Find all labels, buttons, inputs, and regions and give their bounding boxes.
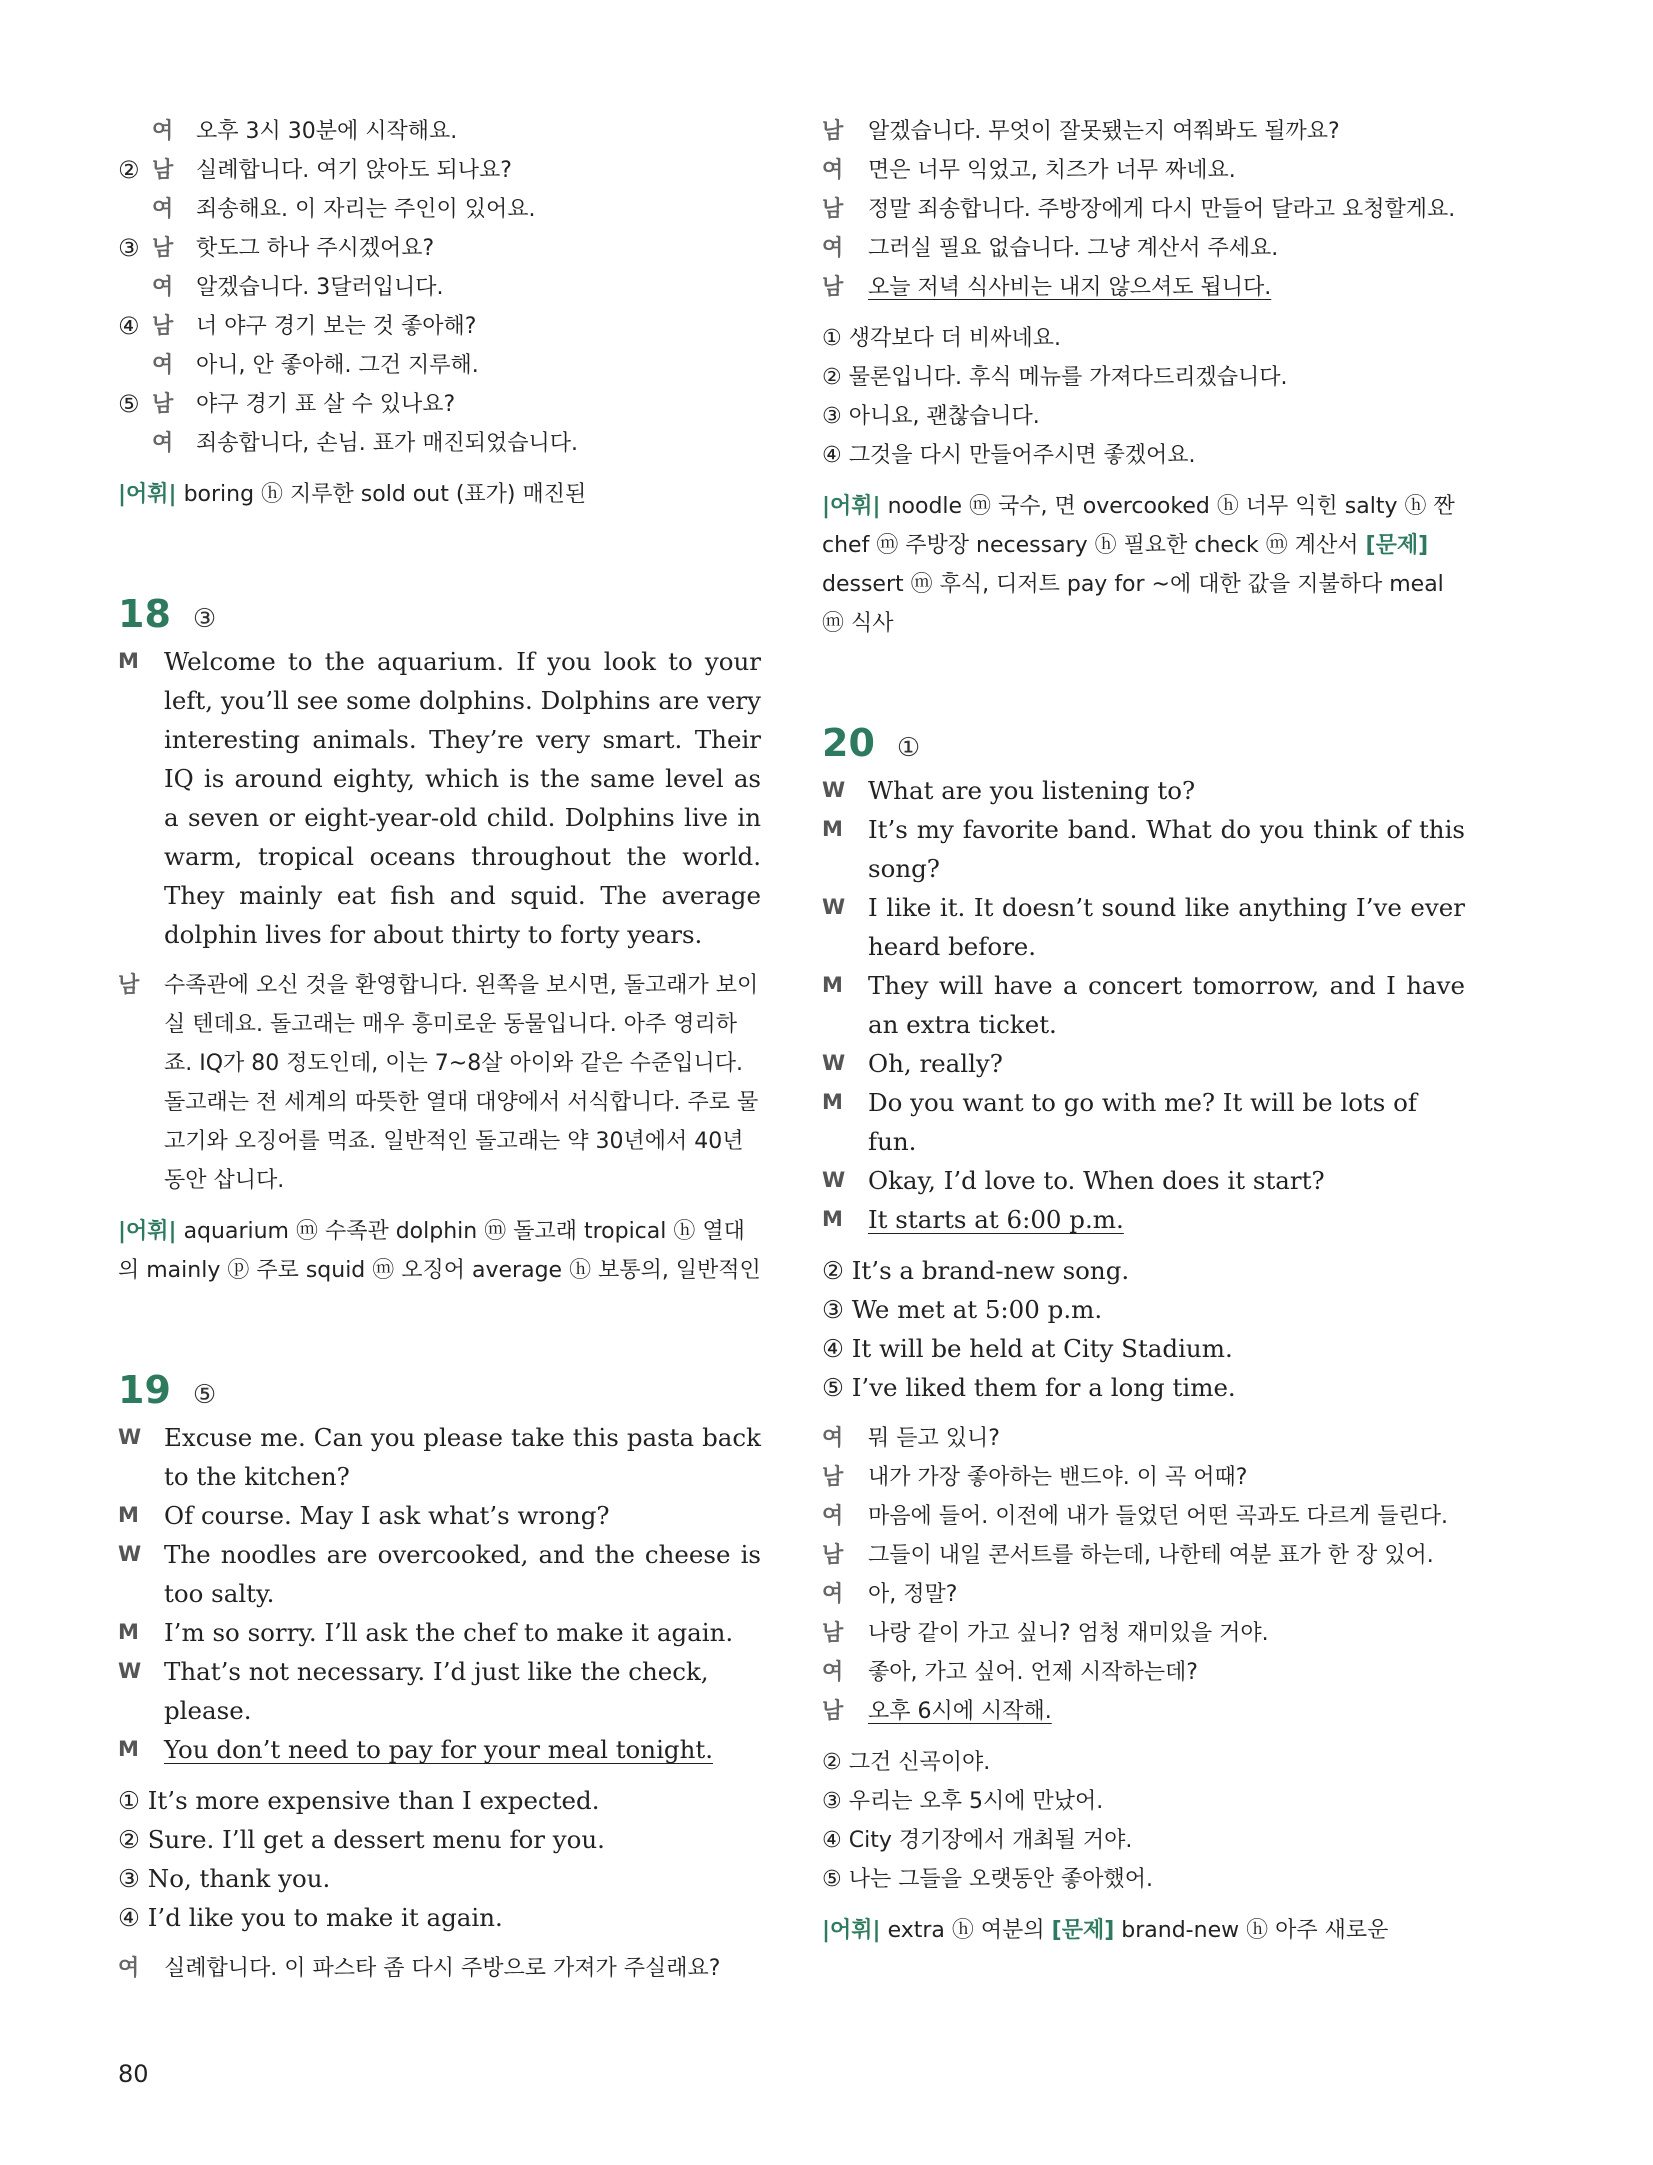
question-header xyxy=(118,1368,761,1412)
dialog-line: 남 그들이 내일 콘서트를 하는데, 나한테 여분 표가 한 장 있어. xyxy=(822,1543,1434,1568)
answer-mark: ⑤ xyxy=(192,1380,217,1410)
option-item: ② It’s a brand-new song. xyxy=(822,1256,1130,1285)
dialog-line: 여 아니, 안 좋아해. 그건 지루해. xyxy=(152,353,479,378)
dialog-line: 여 실례합니다. 이 파스타 좀 다시 주방으로 가져가 주실래요? xyxy=(118,1956,721,1981)
dialog-line: 여 뭐 듣고 있니? xyxy=(822,1426,1000,1451)
english-script: M Welcome to the aquarium. If you look to your left, you’ll see some dolphins. Dolphins are very interesting animals. They’re very smart. Their IQ is around eighty, which is the same level as a seven or eight-year-old child. Dolphins live in warm, tropical oceans throughout the world. They mainly eat fish and squid. The average dolphin lives for about thirty to forty years. xyxy=(118,647,761,949)
korean-translation xyxy=(822,1419,1465,1731)
question-number: 20 xyxy=(822,721,875,765)
option-item: ⑤ 나는 그들을 오랫동안 좋아했어. xyxy=(822,1867,1153,1892)
question-18 xyxy=(118,592,761,1290)
dialog-line: 여 마음에 들어. 이전에 내가 들었던 어떤 곡과도 다르게 들린다. xyxy=(822,1504,1448,1529)
vocab-box: |어휘| boring ⓗ 지루한 sold out (표가) 매진된 xyxy=(118,482,587,507)
question-20 xyxy=(822,721,1465,1950)
dialog-line: 남 나랑 같이 가고 싶니? 엄청 재미있을 거야. xyxy=(822,1621,1269,1646)
answer-options-korean xyxy=(822,319,1465,475)
page-number: 80 xyxy=(118,2060,149,2088)
option-item: ② 물론입니다. 후식 메뉴를 가져다드리겠습니다. xyxy=(822,365,1288,390)
answer-options-korean xyxy=(822,1743,1465,1899)
dialog-line: 여 좋아, 가고 싶어. 언제 시작하는데? xyxy=(822,1660,1198,1685)
question-number: 19 xyxy=(118,1368,171,1412)
answer-mark: ③ xyxy=(192,604,217,634)
top-dialog xyxy=(118,112,761,463)
dialog-line: 남 정말 죄송합니다. 주방장에게 다시 만들어 달라고 요청할게요. xyxy=(822,197,1456,222)
dialog-line: 여 알겠습니다. 3달러입니다. xyxy=(152,275,444,300)
dialog-line: W The noodles are overcooked, and the cheese is too salty. xyxy=(118,1540,761,1608)
dialog-line: ② 남 실례합니다. 여기 앉아도 되나요? xyxy=(118,156,512,184)
dialog-line: M They will have a concert tomorrow, and I have an extra ticket. xyxy=(822,971,1465,1039)
question-number: 18 xyxy=(118,592,171,636)
question-header xyxy=(118,592,761,636)
dialog-line: ③ 남 핫도그 하나 주시겠어요? xyxy=(118,234,435,262)
dialog-line: 여 오후 3시 30분에 시작해요. xyxy=(152,119,458,144)
dialog-line: W What are you listening to? xyxy=(822,776,1196,805)
dialog-line: M Do you want to go with me? It will be lots of fun. xyxy=(822,1088,1417,1156)
q19-korean-continued xyxy=(822,112,1465,307)
dialog-line: 남 알겠습니다. 무엇이 잘못됐는지 여쭤봐도 될까요? xyxy=(822,119,1340,144)
dialog-line: 남 오후 6시에 시작해. xyxy=(822,1699,1052,1724)
dialog-line: 남 오늘 저녁 식사비는 내지 않으셔도 됩니다. xyxy=(822,275,1272,300)
dialog-line: 여 죄송해요. 이 자리는 주인이 있어요. xyxy=(152,197,536,222)
vocab-box: |어휘| aquarium ⓜ 수족관 dolphin ⓜ 돌고래 tropical ⓗ 열대의 mainly ⓟ 주로 squid ⓜ 오징어 average ⓗ 보통의, 일반적인 xyxy=(118,1219,761,1283)
answer-options xyxy=(118,1781,761,1937)
dialog-line: 남 내가 가장 좋아하는 밴드야. 이 곡 어때? xyxy=(822,1465,1248,1490)
option-item: ① It’s more expensive than I expected. xyxy=(118,1786,600,1815)
option-item: ③ We met at 5:00 p.m. xyxy=(822,1295,1103,1324)
option-item: ④ It will be held at City Stadium. xyxy=(822,1334,1233,1363)
dialog-line: M It starts at 6:00 p.m. xyxy=(822,1205,1124,1234)
option-item: ③ No, thank you. xyxy=(118,1864,331,1893)
option-item: ③ 우리는 오후 5시에 만났어. xyxy=(822,1789,1104,1814)
dialog-line: M I’m so sorry. I’ll ask the chef to make it again. xyxy=(118,1618,734,1647)
korean-translation: 남 수족관에 오신 것을 환영합니다. 왼쪽을 보시면, 돌고래가 보이실 텐데요. 돌고래는 매우 흥미로운 동물입니다. 아주 영리하죠. IQ가 80 정도인데, 이는 7~8살 아이와 같은 수준입니다. 돌고래는 전 세계의 따뜻한 열대 대양에서 서식합니다. 주로 물고기와 오징어를 먹죠. 일반적인 돌고래는 약 30년에서 40년 동안 삽니다. xyxy=(118,973,759,1193)
dialog-line: W Okay, I’d love to. When does it start? xyxy=(822,1166,1325,1195)
dialog-line: 여 그러실 필요 없습니다. 그냥 계산서 주세요. xyxy=(822,236,1279,261)
vocab-box: |어휘| noodle ⓜ 국수, 면 overcooked ⓗ 너무 익힌 salty ⓗ 짠 chef ⓜ 주방장 necessary ⓗ 필요한 check ⓜ 계산서 [문제] dessert ⓜ 후식, 디저트 pay for ~에 대한 값을 지불하다 meal ⓜ 식사 xyxy=(822,494,1455,636)
question-header xyxy=(822,721,1465,765)
dialog-line: M Of course. May I ask what’s wrong? xyxy=(118,1501,610,1530)
question-19 xyxy=(118,1368,761,1988)
dialog-line: W That’s not necessary. I’d just like the check, please. xyxy=(118,1657,709,1725)
dialog-line: 여 면은 너무 익었고, 치즈가 너무 짜네요. xyxy=(822,158,1236,183)
left-column xyxy=(118,112,761,1988)
dialog-line: M It’s my favorite band. What do you think of this song? xyxy=(822,815,1465,883)
answer-options xyxy=(822,1251,1465,1407)
option-item: ④ 그것을 다시 만들어주시면 좋겠어요. xyxy=(822,443,1196,468)
dialog-line: 여 죄송합니다, 손님. 표가 매진되었습니다. xyxy=(152,431,578,456)
dialog-line: W Excuse me. Can you please take this pasta back to the kitchen? xyxy=(118,1423,761,1491)
dialog-line: ④ 남 너 야구 경기 보는 것 좋아해? xyxy=(118,312,477,340)
option-item: ③ 아니요, 괜찮습니다. xyxy=(822,404,1040,429)
dialog-line: 여 아, 정말? xyxy=(822,1582,958,1607)
option-item: ④ I’d like you to make it again. xyxy=(118,1903,503,1932)
option-item: ④ City 경기장에서 개최될 거야. xyxy=(822,1828,1133,1853)
option-item: ⑤ I’ve liked them for a long time. xyxy=(822,1373,1236,1402)
dialog-line: W I like it. It doesn’t sound like anything I’ve ever heard before. xyxy=(822,893,1465,961)
option-item: ② Sure. I’ll get a dessert menu for you. xyxy=(118,1825,605,1854)
answer-mark: ① xyxy=(896,733,921,763)
vocab-box: |어휘| extra ⓗ 여분의 [문제] brand-new ⓗ 아주 새로운 xyxy=(822,1918,1389,1943)
option-item: ② 그건 신곡이야. xyxy=(822,1750,991,1775)
dialog-line: ⑤ 남 야구 경기 표 살 수 있나요? xyxy=(118,390,456,418)
dialog-line: M You don’t need to pay for your meal tonight. xyxy=(118,1735,714,1764)
dialog-line: W Oh, really? xyxy=(822,1049,1003,1078)
option-item: ① 생각보다 더 비싸네요. xyxy=(822,326,1061,351)
right-column xyxy=(822,112,1465,1950)
